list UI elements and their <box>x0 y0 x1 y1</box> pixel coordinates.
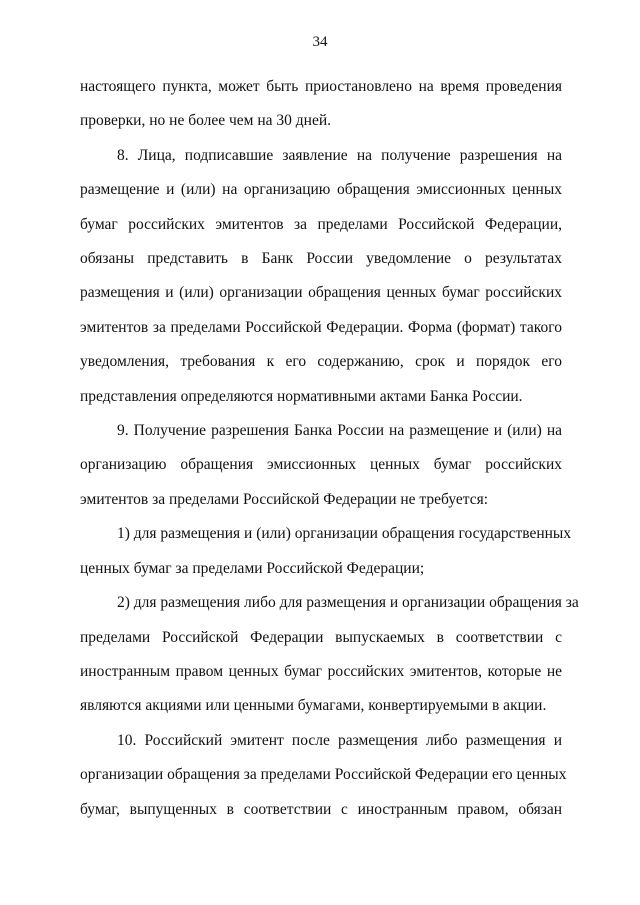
paragraph-subitem-1 <box>80 517 572 586</box>
text-line: эмитентов за пределами Российской Федерации не требуется: <box>80 490 489 508</box>
text-line: проверки, но не более чем на 30 дней. <box>80 112 332 130</box>
text-line: бумаг, выпущенных в соответствии с иностранным правом, обязан <box>80 800 562 818</box>
text-line: 1) для размещения и (или) организации обращения государственных <box>117 525 572 543</box>
text-line: иностранным правом ценных бумаг российских эмитентов, которые не <box>80 662 562 680</box>
text-line: бумаг российских эмитентов за пределами Российской Федерации, <box>80 215 562 233</box>
text-line: представления определяются нормативными актами Банка России. <box>80 387 523 405</box>
paragraph-item-8 <box>80 139 562 414</box>
text-line: ценных бумаг за пределами Российской Федерации; <box>80 559 425 577</box>
paragraph-continuation <box>80 70 562 139</box>
text-line: настоящего пункта, может быть приостановлено на время проведения <box>80 78 562 95</box>
text-line: размещения и (или) организации обращения ценных бумаг российских <box>80 284 562 302</box>
text-line: уведомления, требования к его содержанию, срок и порядок его <box>80 353 562 371</box>
document-body <box>80 70 579 827</box>
paragraph-item-9 <box>80 414 562 517</box>
paragraph-subitem-2 <box>80 586 579 724</box>
text-line: пределами Российской Федерации выпускаемых в соответствии с <box>80 628 562 646</box>
text-line: организации обращения за пределами Российской Федерации его ценных <box>80 766 567 784</box>
text-line: 8. Лица, подписавшие заявление на получение разрешения на <box>117 146 562 164</box>
text-line: организацию обращения эмиссионных ценных бумаг российских <box>80 456 562 474</box>
text-line: обязаны представить в Банк России уведомление о результатах <box>80 250 562 268</box>
text-line: являются акциями или ценными бумагами, конвертируемыми в акции. <box>80 697 547 715</box>
text-line: 10. Российский эмитент после размещения либо размещения и <box>117 731 562 749</box>
text-line: 2) для размещения либо для размещения и организации обращения за <box>117 594 579 612</box>
text-line: размещение и (или) на организацию обращения эмиссионных ценных <box>80 181 562 199</box>
text-line: эмитентов за пределами Российской Федерации. Форма (формат) такого <box>80 318 562 336</box>
page-number: 34 <box>312 34 328 50</box>
text-line: 9. Получение разрешения Банка России на размещение и (или) на <box>117 422 562 440</box>
paragraph-item-10 <box>80 724 567 827</box>
